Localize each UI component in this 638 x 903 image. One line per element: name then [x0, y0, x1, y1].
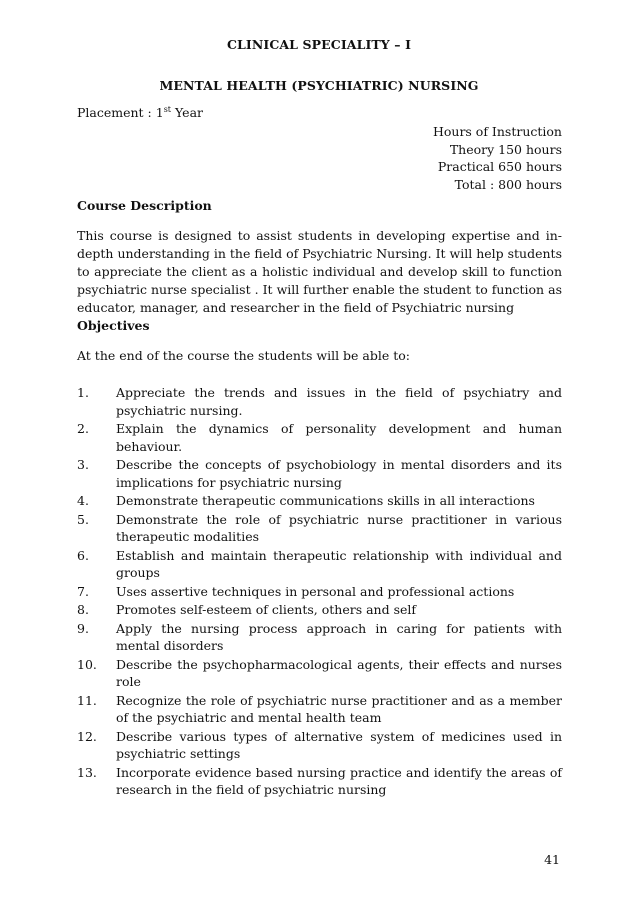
list-item-text: Apply the nursing process approach in caring for patients with mental disorders	[116, 620, 562, 653]
course-description-text: This course is designed to assist students in developing expertise and in-depth understanding in the field of Psychiatric Nursing. It will help students to appreciate the client as a holistic individual and develop skill to function psychiatric nurse specialist . It will further enable the student to function as educator, manager, and researcher in the field of Psychiatric nursing	[77, 228, 562, 315]
list-item	[77, 692, 562, 727]
hours-practical: Practical 650 hours	[437, 159, 562, 174]
list-item-text: Appreciate the trends and issues in the field of psychiatry and psychiatric nursing.	[116, 385, 562, 418]
list-item-text: Incorporate evidence based nursing practice and identify the areas of research in the field of psychiatric nursing	[116, 764, 562, 797]
list-item	[77, 656, 562, 691]
hours-theory: Theory 150 hours	[449, 141, 562, 157]
page-subtitle: MENTAL HEALTH (PSYCHIATRIC) NURSING	[159, 78, 479, 93]
list-item	[77, 384, 562, 419]
page-title: CLINICAL SPECIALITY – I	[226, 37, 412, 52]
list-item-number: 7.	[77, 583, 89, 599]
placement-suffix: Year	[171, 105, 203, 120]
list-item-number: 6.	[77, 547, 89, 563]
page-number: 41	[544, 852, 560, 867]
list-item	[77, 511, 562, 546]
list-item-number: 12.	[77, 728, 97, 744]
placement-line	[77, 105, 203, 120]
list-item-text: Promotes self-esteem of clients, others and self	[116, 602, 416, 617]
list-item-number: 3.	[77, 457, 89, 472]
list-item-number: 9.	[77, 620, 89, 636]
list-item-number: 2.	[77, 421, 89, 436]
list-item-text: Describe the psychopharmacological agents, their effects and nurses role	[116, 656, 562, 689]
hours-heading: Hours of Instruction	[432, 124, 562, 139]
list-item-text: Demonstrate the role of psychiatric nurse practitioner in various therapeutic modalities	[116, 511, 562, 544]
list-item-number: 8.	[77, 602, 89, 617]
objectives-list	[77, 384, 562, 800]
hours-total: Total : 800 hours	[454, 176, 562, 192]
list-item	[77, 420, 562, 455]
list-item-text: Demonstrate therapeutic communications skills in all interactions	[116, 493, 535, 508]
list-item-text: Describe the concepts of psychobiology in mental disorders and its implications for psychiatric nursing	[116, 457, 562, 490]
list-item-text: Uses assertive techniques in personal and professional actions	[116, 583, 515, 599]
list-item	[77, 764, 562, 799]
list-item	[77, 601, 562, 619]
hours-block	[433, 123, 562, 193]
list-item	[77, 728, 562, 763]
placement-label: Placement : 1	[77, 105, 164, 120]
objectives-heading: Objectives	[77, 318, 150, 333]
list-item-number: 13.	[77, 764, 97, 780]
list-item-number: 5.	[77, 511, 89, 527]
list-item	[77, 583, 562, 601]
list-item-text: Recognize the role of psychiatric nurse practitioner and as a member of the psychiatric and mental health team	[116, 692, 562, 725]
list-item	[77, 620, 562, 655]
list-item-text: Establish and maintain therapeutic relationship with individual and groups	[116, 547, 562, 580]
list-item	[77, 547, 562, 582]
list-item-number: 11.	[77, 692, 97, 708]
list-item	[77, 492, 562, 510]
course-description-heading: Course Description	[77, 198, 212, 213]
list-item	[77, 456, 562, 491]
list-item-text: Explain the dynamics of personality development and human behaviour.	[116, 421, 562, 454]
list-item-number: 4.	[77, 493, 89, 508]
list-item-number: 1.	[77, 385, 89, 400]
list-item-text: Describe various types of alternative system of medicines used in psychiatric settings	[116, 728, 562, 761]
placement-superscript: st	[163, 104, 172, 114]
objectives-intro: At the end of the course the students will be able to:	[77, 348, 410, 363]
list-item-number: 10.	[77, 656, 97, 672]
